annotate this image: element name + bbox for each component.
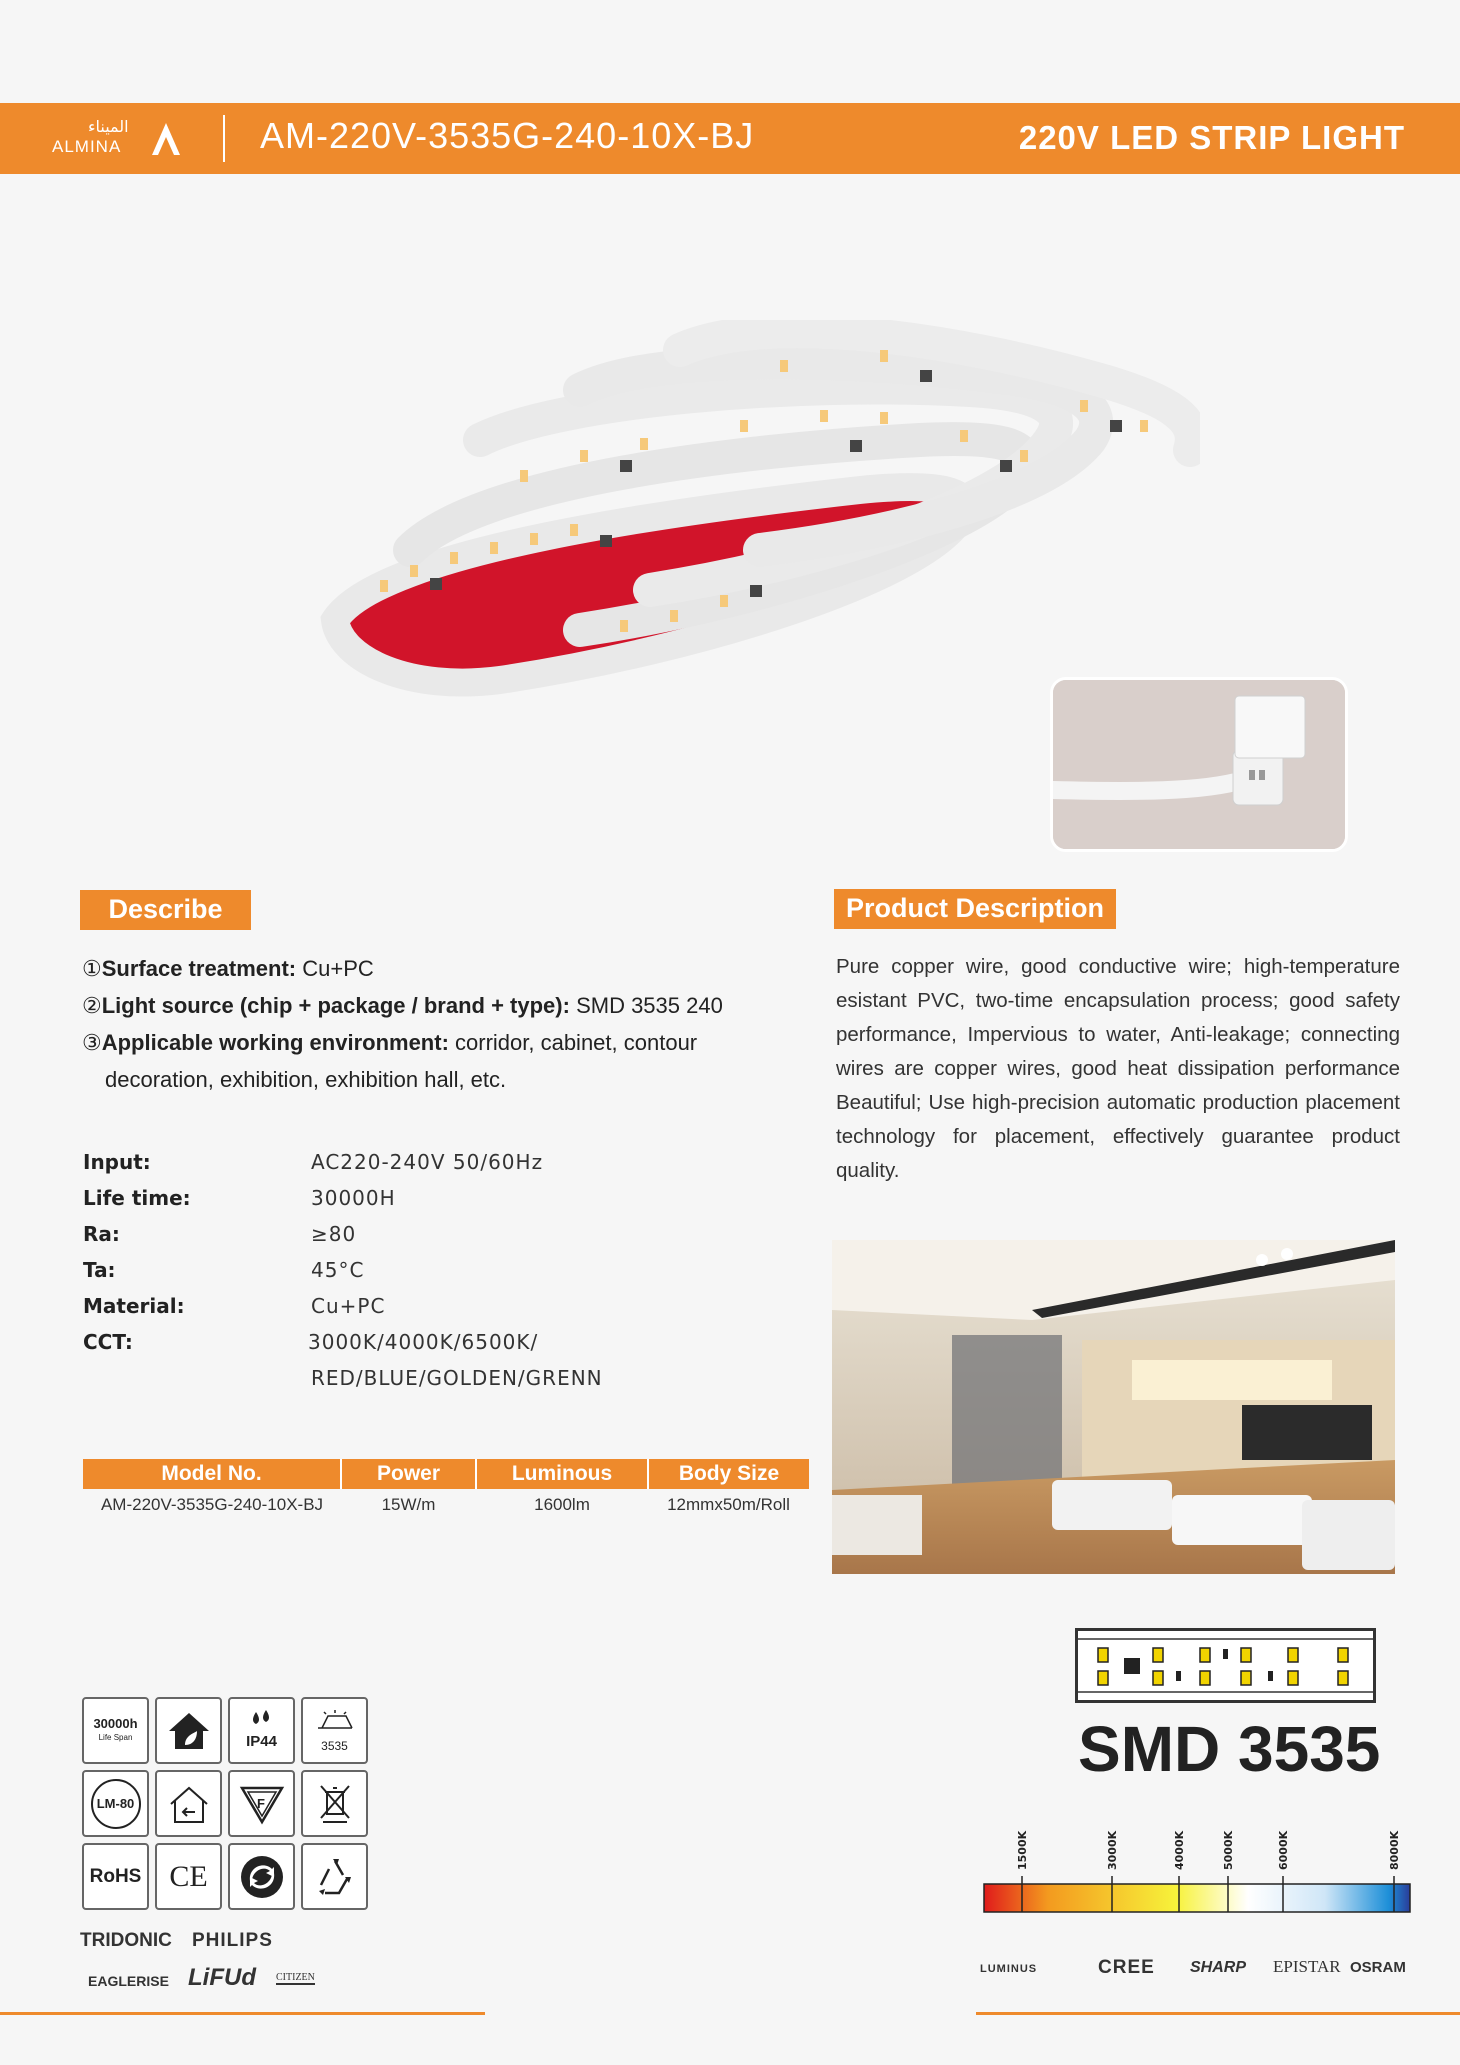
spec-row <box>83 1150 783 1186</box>
spec-row <box>83 1186 783 1222</box>
cct-label: 3000K <box>1106 1830 1119 1870</box>
spec-value: 45°C <box>311 1258 365 1282</box>
rohs-label: RoHS <box>89 1865 142 1887</box>
table-cell: 15W/m <box>381 1495 436 1514</box>
living-room-photo <box>832 1240 1395 1574</box>
feature-value: SMD 3535 240 <box>569 993 723 1018</box>
product-type: 220V LED STRIP LIGHT <box>1018 119 1405 156</box>
spec-row <box>83 1330 783 1366</box>
spec-label: Ta: <box>83 1258 116 1282</box>
feature-list <box>82 950 802 1098</box>
model-number: AM-220V-3535G-240-10X-BJ <box>260 115 755 156</box>
spec-row <box>83 1222 783 1258</box>
table-row <box>83 1489 809 1515</box>
spec-value: 30000H <box>311 1186 396 1210</box>
chip-3535-icon <box>301 1697 368 1764</box>
table-cell: 1600lm <box>534 1495 590 1514</box>
home-leaf-icon <box>155 1697 222 1764</box>
brand-epistar: EPISTAR <box>1273 1957 1341 1976</box>
lifespan-label: Life Span <box>98 1732 133 1742</box>
spec-label: Material: <box>83 1294 185 1318</box>
feature-number: ② <box>82 993 102 1018</box>
model-table <box>83 1459 809 1515</box>
brand-tridonic: TRIDONIC <box>80 1930 172 1951</box>
recycle-circle-icon <box>228 1843 295 1910</box>
feature-number: ③ <box>82 1030 102 1055</box>
spec-label: Input: <box>83 1150 151 1174</box>
brand-logo <box>52 117 182 161</box>
feature-item <box>82 1024 802 1061</box>
cct-label: 5000K <box>1222 1830 1235 1870</box>
feature-number: ① <box>82 956 102 981</box>
table-cell: 12mmx50m/Roll <box>667 1495 790 1514</box>
spec-value: Cu+PC <box>311 1294 386 1318</box>
column-header: Luminous <box>476 1459 648 1489</box>
feature-label: Surface treatment: <box>101 956 297 981</box>
brand-osram: OSRAM <box>1350 1959 1406 1976</box>
brand-citizen: CITIZEN <box>276 1972 315 1983</box>
brand-lifud: LiFUd <box>188 1964 256 1991</box>
column-header: Model No. <box>83 1459 341 1489</box>
spec-row <box>83 1366 783 1402</box>
spec-value: ≥80 <box>311 1222 357 1246</box>
cct-label: 8000K <box>1388 1830 1401 1870</box>
spec-value: 3000K/4000K/6500K/ <box>308 1330 539 1354</box>
logo-arabic: الميناء <box>88 117 129 136</box>
chip-label: 3535 <box>321 1738 348 1753</box>
weee-bin-icon <box>301 1770 368 1837</box>
lifespan-icon <box>82 1697 149 1764</box>
column-header: Body Size <box>648 1459 809 1489</box>
lm80-icon <box>82 1770 149 1837</box>
f-mark-icon <box>228 1770 295 1837</box>
logo-mark-icon <box>148 121 184 157</box>
column-header: Power <box>341 1459 476 1489</box>
feature-label: Applicable working environment: <box>101 1030 449 1055</box>
feature-continuation: decoration, exhibition, exhibition hall, etc. <box>105 1067 507 1092</box>
header-bar <box>0 103 1460 174</box>
spec-row <box>83 1258 783 1294</box>
brand-cree: CREE <box>1098 1957 1155 1978</box>
product-description-title: Product Description <box>834 889 1116 929</box>
cct-color-scale <box>982 1820 1412 1920</box>
lm80-label: LM-80 <box>91 1779 141 1829</box>
connector-illustration <box>1053 680 1348 852</box>
spec-row <box>83 1294 783 1330</box>
feature-value: corridor, cabinet, contour <box>448 1030 698 1055</box>
spec-value: AC220-240V 50/60Hz <box>311 1150 544 1174</box>
describe-title: Describe <box>80 890 251 930</box>
svg-text:F: F <box>256 1795 265 1811</box>
cct-label: 4000K <box>1173 1830 1186 1870</box>
smd-chip-illustration <box>1075 1628 1376 1703</box>
cct-label: 1500K <box>1016 1830 1029 1870</box>
header-divider <box>223 115 225 162</box>
logo-text: ALMINA <box>52 137 122 156</box>
ip-rating-label: IP44 <box>246 1733 277 1750</box>
spec-label: Life time: <box>83 1186 191 1210</box>
spec-label: Ra: <box>83 1222 120 1246</box>
brand-philips: PHILIPS <box>192 1930 273 1951</box>
feature-label: Light source (chip + package / brand + type): <box>101 993 570 1018</box>
brand-sharp: SHARP <box>1190 1959 1247 1976</box>
recycle-triangle-icon <box>301 1843 368 1910</box>
table-cell: AM-220V-3535G-240-10X-BJ <box>100 1495 324 1514</box>
feature-item <box>82 987 802 1024</box>
brand-eaglerise: EAGLERISE <box>88 1973 169 1989</box>
rohs-icon <box>82 1843 149 1910</box>
smd-title: SMD 3535 <box>1078 1713 1381 1785</box>
spec-value: RED/BLUE/GOLDEN/GRENN <box>311 1366 603 1390</box>
spec-label: CCT: <box>83 1330 133 1354</box>
spec-list <box>83 1150 783 1402</box>
ce-icon <box>155 1843 222 1910</box>
brand-luminus: LUMINUS <box>980 1963 1038 1975</box>
footer-line <box>976 2012 1460 2015</box>
footer-line <box>0 2012 485 2015</box>
connector-image <box>1050 677 1348 852</box>
cct-label: 6000K <box>1277 1830 1290 1870</box>
ip-rating-icon <box>228 1697 295 1764</box>
lifespan-value: 30000h <box>93 1715 138 1731</box>
brand-logos-right <box>980 1955 1410 1985</box>
led-strip-image <box>320 320 1200 700</box>
product-description-text: Pure copper wire, good conductive wire; high-temperature esistant PVC, two-time encapsulation process; good safety performance, Impervious to water, Anti-leakage; connecting wires are copper wires, good heat dissipation performance Beautiful; Use high-precision automatic production placement technology for placement, effectively guarantee product quality. <box>836 955 1400 1182</box>
table-header-row <box>83 1459 809 1489</box>
feature-value: Cu+PC <box>296 956 374 981</box>
feature-item <box>82 950 802 987</box>
indoor-icon <box>155 1770 222 1837</box>
ce-label: CE <box>169 1859 208 1893</box>
